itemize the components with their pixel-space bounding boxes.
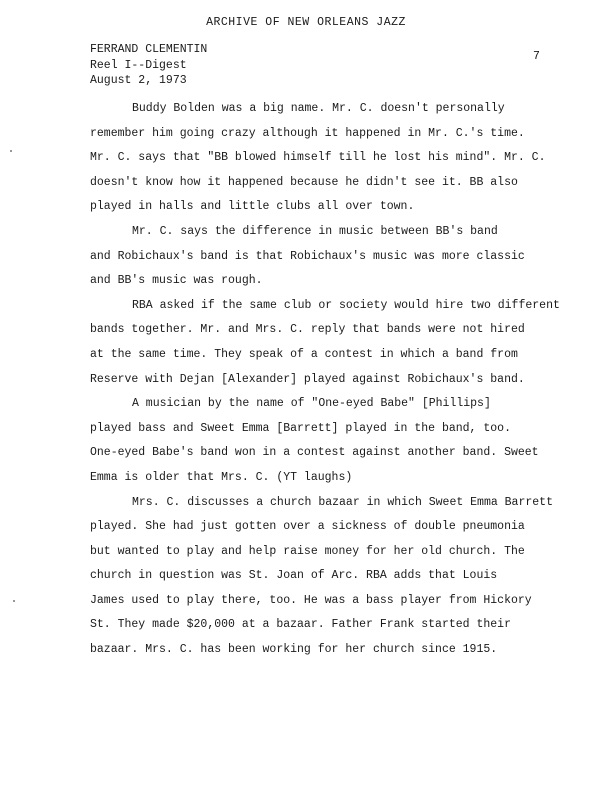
text-line: Mr. C. says the difference in music between BB's band [132,224,498,238]
text-line: remember him going crazy although it happened in Mr. C.'s time. [90,126,525,140]
page-number: 7 [533,50,540,63]
text-line: Reserve with Dejan [Alexander] played against Robichaux's band. [90,372,525,386]
text-line: St. They made $20,000 at a bazaar. Father Frank started their [90,618,511,632]
archive-title: ARCHIVE OF NEW ORLEANS JAZZ [206,16,406,29]
text-line: church in question was St. Joan of Arc. RBA adds that Louis [90,569,498,583]
text-line: Mr. C. says that "BB blowed himself till he lost his mind". Mr. C. [90,151,546,165]
text-line: doesn't know how it happened because he didn't see it. BB also [90,175,518,189]
text-line: RBA asked if the same club or society would hire two different [132,298,560,312]
text-line: A musician by the name of "One-eyed Babe" [Phillips] [132,397,491,411]
text-line: Mrs. C. discusses a church bazaar in which Sweet Emma Barrett [132,495,553,509]
text-line: played bass and Sweet Emma [Barrett] played in the band, too. [90,421,511,435]
text-line: and BB's music was rough. [90,274,263,288]
header-block [90,42,207,89]
text-line: bands together. Mr. and Mrs. C. reply that bands were not hired [90,323,525,337]
text-line: at the same time. They speak of a contest in which a band from [90,347,518,361]
text-line: One-eyed Babe's band won in a contest against another band. Sweet [90,446,539,460]
scan-speck [13,600,15,602]
interview-date: August 2, 1973 [90,74,187,87]
text-line: and Robichaux's band is that Robichaux's music was more classic [90,249,525,263]
text-line: played in halls and little clubs all over town. [90,200,415,214]
text-line: played. She had just gotten over a sickness of double pneumonia [90,520,525,534]
text-line: bazaar. Mrs. C. has been working for her church since 1915. [90,643,498,657]
reel-label: Reel I--Digest [90,58,187,72]
text-line: Buddy Bolden was a big name. Mr. C. doesn't personally [132,102,505,115]
text-line: but wanted to play and help raise money for her old church. The [90,544,525,558]
scan-speck [10,150,12,152]
text-line: Emma is older that Mrs. C. (YT laughs) [90,470,353,484]
text-line: James used to play there, too. He was a bass player from Hickory [90,593,532,607]
transcript-body [90,97,590,663]
interviewee-name: FERRAND CLEMENTIN [90,43,208,56]
